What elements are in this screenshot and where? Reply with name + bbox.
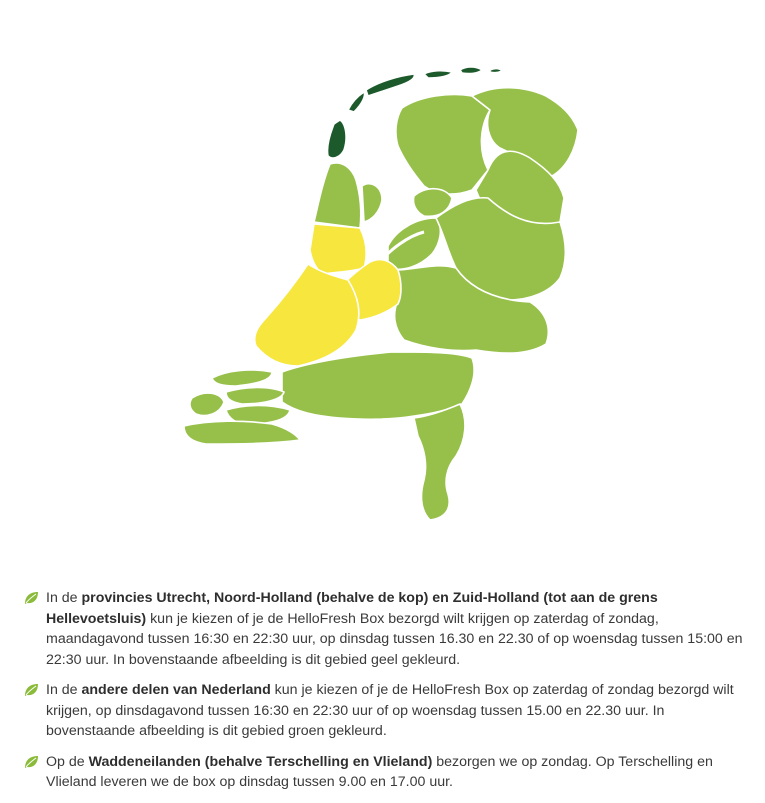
- region-kop-noord-holland: [314, 163, 361, 228]
- legend-text-after: bezorgen we op zondag. Op Terschelling en Vlieland leveren we de box op dinsdag tussen 9.00 en 17.00 uur.: [46, 753, 713, 790]
- legend-text-before: In de: [46, 590, 82, 606]
- island-vlieland: [348, 92, 365, 112]
- legend-item-yellow: [24, 588, 744, 670]
- leaf-icon: [24, 683, 39, 697]
- leaf-icon: [24, 591, 39, 605]
- island-ameland: [424, 71, 452, 78]
- province-limburg: [414, 404, 465, 520]
- legend-text-bold: andere delen van Nederland: [81, 682, 271, 698]
- legend-text-before: Op de: [46, 753, 89, 770]
- legend-item-green: [24, 680, 744, 742]
- delivery-legend: [24, 588, 744, 803]
- island-schiermonnikoog: [460, 67, 482, 74]
- region-west-friesland: [362, 184, 382, 222]
- zeeland-noord-beveland: [226, 388, 284, 405]
- legend-text-after: kun je kiezen of je de HelloFresh Box bezorgd wilt krijgen op zaterdag of zondag, maandagavond tussen 16:30 en 22:30 uur, op dinsdag tussen 16.30 en 22.30 of op woensdag tussen 15:00 en 22:30 uur. In bovenstaande afbeelding is dit gebied geel gekleurd.: [46, 610, 743, 668]
- province-friesland: [396, 95, 490, 195]
- island-texel: [327, 120, 346, 158]
- legend-text-after: kun je kiezen of je de HelloFresh Box op zaterdag of zondag bezorgd wilt krijgen, op dinsdagavond tussen 16:30 en 22:30 uur of op woensdag tussen 15.00 en 22.30 uur. In bovenstaande afbeelding is dit gebied groen gekleurd.: [46, 682, 734, 739]
- zeeland-walcheren: [190, 393, 224, 415]
- yellow-zone-zuid-holland: [255, 264, 359, 366]
- legend-text-before: In de: [46, 682, 82, 698]
- province-flevoland: [388, 218, 440, 269]
- legend-text-bold: provincies Utrecht, Noord-Holland (behalve de kop) en Zuid-Holland (tot aan de grens Hellevoetsluis): [46, 590, 658, 627]
- zeeland-schouwen: [212, 370, 272, 386]
- leaf-icon: [24, 755, 39, 769]
- yellow-zone-noord-holland: [310, 224, 366, 274]
- island-terschelling: [366, 74, 414, 96]
- legend-item-wadden: [24, 752, 744, 793]
- legend-text-bold: Waddeneilanden (behalve Terschelling en Vlieland): [88, 753, 433, 770]
- island-rottumeroog: [490, 69, 502, 73]
- zeeland-vlaanderen: [184, 421, 300, 444]
